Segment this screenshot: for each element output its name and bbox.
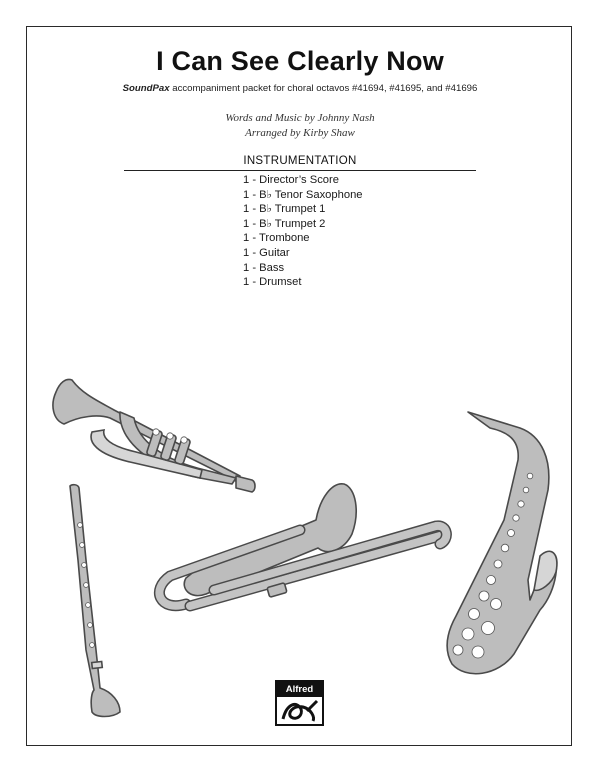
alfred-logo-icon: [275, 680, 324, 726]
instrumentation-item: 1 - Director’s Score: [243, 174, 339, 186]
subtitle-text: accompaniment packet for choral octavos #41694, #41695, and #41696: [169, 83, 478, 94]
credit-arranger: Arranged by Kirby Shaw: [245, 127, 355, 139]
page-title: I Can See Clearly Now: [156, 46, 444, 76]
credit-words-music: Words and Music by Johnny Nash: [225, 112, 375, 124]
subtitle-brand: SoundPax: [122, 83, 170, 94]
instrumentation-item: 1 - B♭ Tenor Saxophone: [243, 188, 363, 201]
trombone-icon: [159, 484, 446, 606]
instrumentation-item: 1 - Guitar: [243, 246, 290, 259]
instrumentation-heading: INSTRUMENTATION: [243, 155, 357, 167]
alfred-emblem-icon: [277, 697, 322, 724]
instrumentation-item: 1 - Drumset: [243, 276, 302, 289]
instrumentation-item: 1 - B♭ Trumpet 2: [243, 217, 326, 230]
saxophone-icon: [447, 412, 557, 674]
clarinet-icon: [70, 485, 120, 717]
publisher-logo-text: Alfred: [277, 682, 322, 697]
instrumentation-item: 1 - B♭ Trumpet 1: [243, 203, 326, 216]
trumpet-icon: [53, 380, 255, 493]
instrumentation-item: 1 - Trombone: [243, 232, 310, 245]
instrumentation-item: 1 - Bass: [243, 261, 285, 274]
